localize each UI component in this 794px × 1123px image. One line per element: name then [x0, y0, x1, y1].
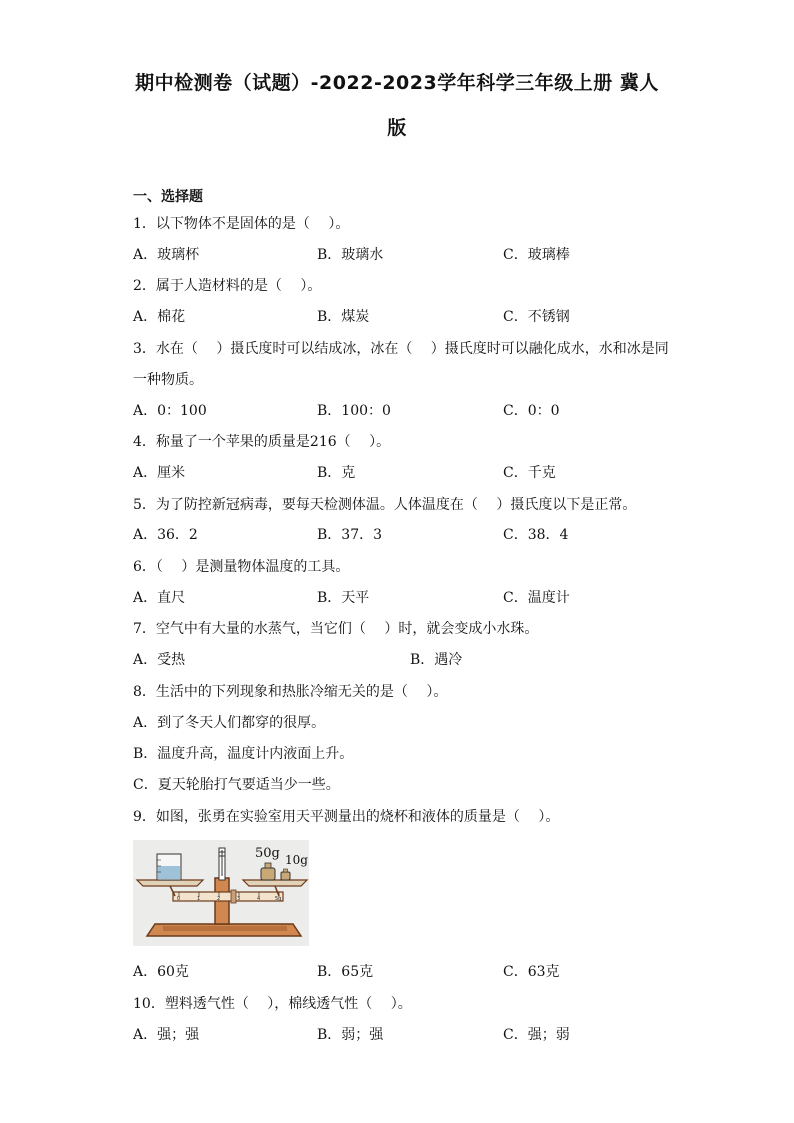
balance-scale-figure: [133, 840, 309, 946]
option-b: B．弱；强: [317, 1027, 384, 1043]
scale-beam: [173, 892, 283, 901]
weight-label-10g: 10g: [285, 853, 308, 867]
option-a: A．强；强: [133, 1027, 200, 1043]
option-c: C．千克: [503, 465, 556, 481]
option-a: A．受热: [133, 652, 186, 668]
beam-mark-5: 5g: [275, 896, 282, 902]
option-c: C．玻璃棒: [503, 247, 570, 263]
question-stem: 2．属于人造材料的是（ ）。: [133, 278, 322, 294]
option-b: B．煤炭: [317, 309, 370, 325]
section-heading: 一、选择题: [133, 189, 203, 205]
option-b: B．37．3: [317, 527, 383, 543]
option-a: A．棉花: [133, 309, 186, 325]
question-stem: 9．如图，张勇在实验室用天平测量出的烧杯和液体的质量是（ ）。: [133, 809, 560, 825]
option-a: A．60克: [133, 964, 189, 980]
option-b: B．天平: [317, 590, 370, 606]
option-b: B．65克: [317, 964, 374, 980]
option-c: C．不锈钢: [503, 309, 570, 325]
option-a: A．玻璃杯: [133, 247, 200, 263]
beam-mark-2: 2: [217, 896, 221, 902]
question-stem: 4．称量了一个苹果的质量是216（ ）。: [133, 434, 391, 450]
left-tray: [137, 880, 203, 886]
weight-50g: [261, 868, 275, 880]
option-b: B．玻璃水: [317, 247, 384, 263]
option-a: A．到了冬天人们都穿的很厚。: [133, 715, 326, 731]
weight-label-50g: 50g: [255, 846, 280, 861]
question-stem: 1．以下物体不是固体的是（ ）。: [133, 216, 350, 232]
beam-mark-4: 4: [257, 896, 261, 902]
option-a: A．厘米: [133, 465, 186, 481]
option-a: A．直尺: [133, 590, 186, 606]
option-c: C．强；弱: [503, 1027, 570, 1043]
page-title: 期中检测卷（试题）-2022-2023学年科学三年级上册 冀人: [135, 72, 659, 94]
option-a: A．36．2: [133, 527, 198, 543]
page-title-continued: 版: [387, 117, 407, 139]
option-c: C．63克: [503, 964, 560, 980]
option-b: B．100：0: [317, 403, 391, 419]
question-stem: 7．空气中有大量的水蒸气，当它们（ ）时，就会变成小水珠。: [133, 621, 539, 637]
right-tray: [243, 880, 307, 886]
option-a: A．0：100: [133, 403, 207, 419]
question-stem: 8．生活中的下列现象和热胀冷缩无关的是（ ）。: [133, 684, 448, 700]
option-c: C．38．4: [503, 527, 569, 543]
option-b: B．克: [317, 465, 356, 481]
beam-mark-1: 1: [197, 896, 201, 902]
option-c: C．温度计: [503, 590, 570, 606]
question-stem: 6．（ ）是测量物体温度的工具。: [133, 559, 350, 575]
beam-mark-0: 0: [177, 896, 181, 902]
beam-mark-3: 3: [237, 896, 241, 902]
question-stem-continued: 一种物质。: [133, 372, 203, 388]
rider: [231, 890, 236, 903]
option-b: B．遇冷: [410, 652, 463, 668]
option-c: C．夏天轮胎打气要适当少一些。: [133, 777, 340, 793]
question-stem: 5．为了防控新冠病毒，要每天检测体温。人体温度在（ ）摄氏度以下是正常。: [133, 497, 637, 513]
question-stem: 3．水在（ ）摄氏度时可以结成冰，冰在（ ）摄氏度时可以融化成水，水和冰是同: [133, 341, 669, 357]
weight-10g: [281, 872, 290, 880]
question-stem: 10．塑料透气性（ ），棉线透气性（ ）。: [133, 996, 412, 1012]
option-b: B．温度升高，温度计内液面上升。: [133, 746, 354, 762]
option-c: C．0：0: [503, 403, 560, 419]
